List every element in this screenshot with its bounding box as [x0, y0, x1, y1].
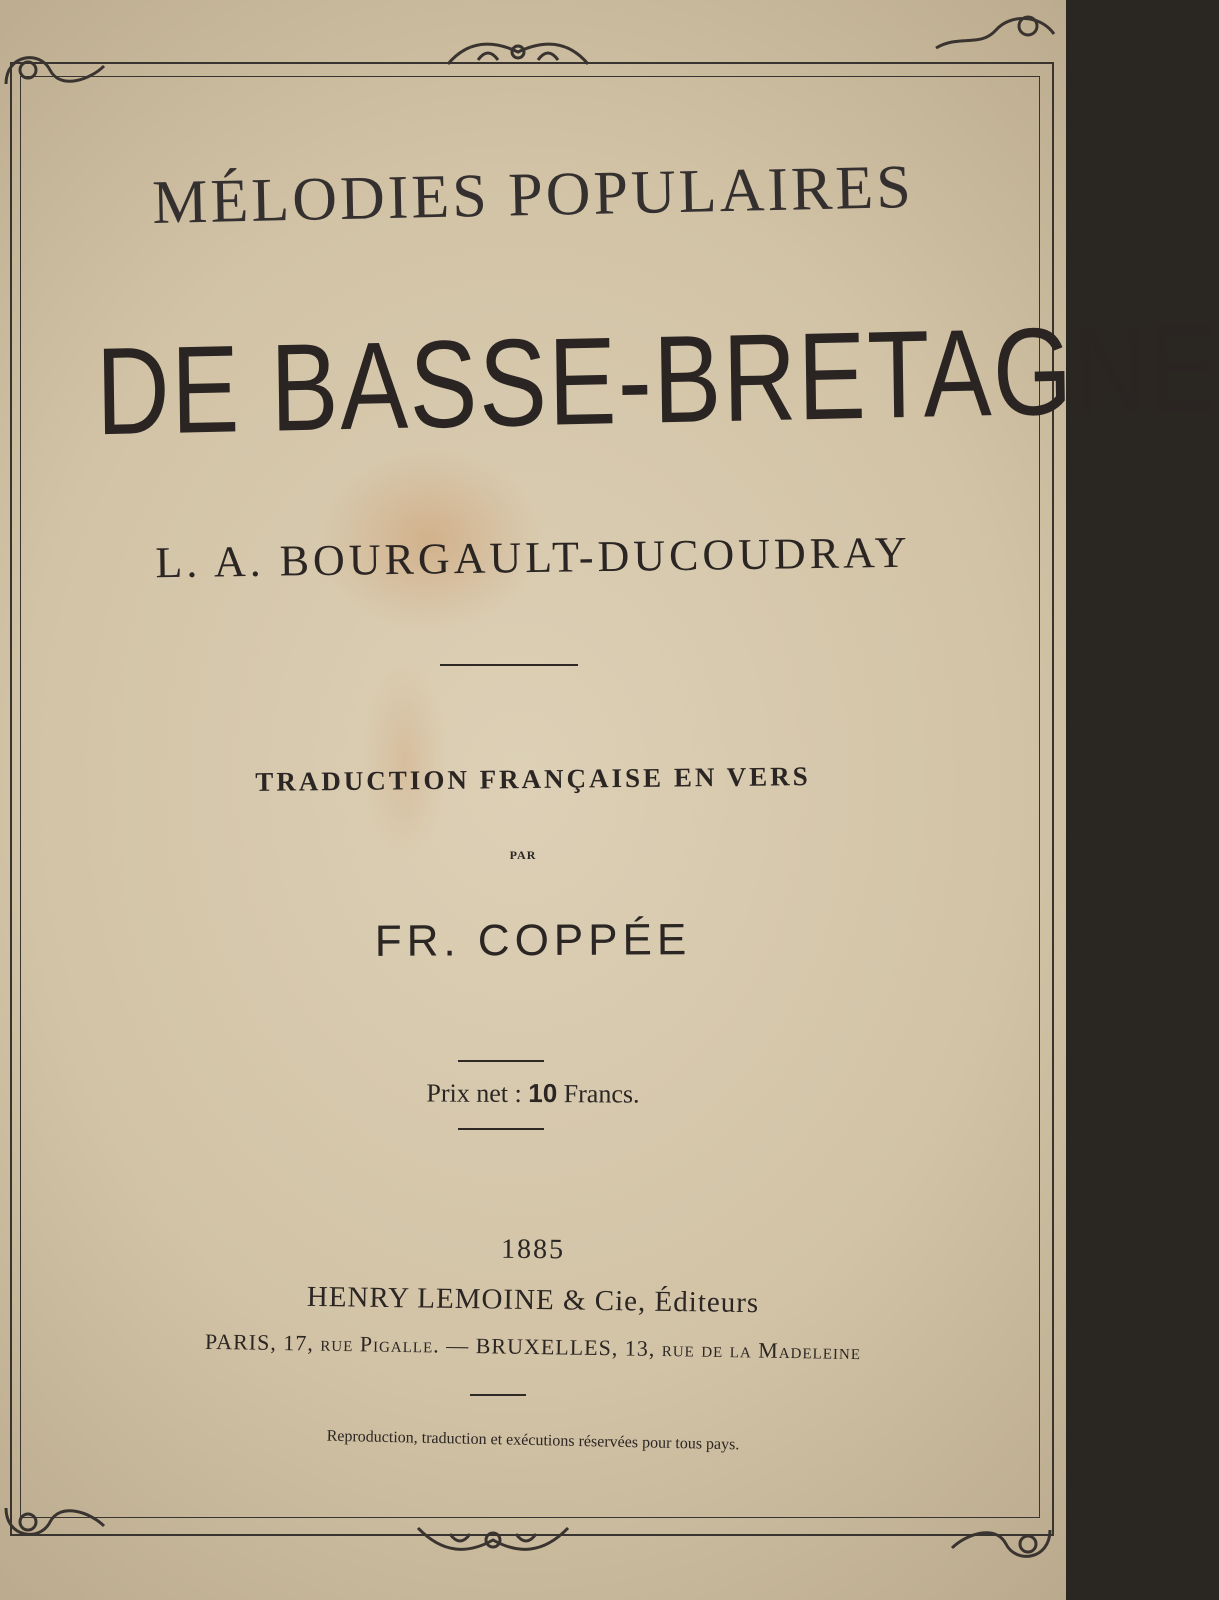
divider-rule [440, 664, 578, 666]
price-prefix: Prix net : [426, 1078, 522, 1108]
publication-year: 1885 [500, 1233, 566, 1266]
publisher-line: HENRY LEMOINE & Cie, Éditeurs [306, 1280, 760, 1320]
heading: MÉLODIES POPULAIRES [151, 153, 915, 237]
ornament-top-right-icon [930, 4, 1060, 60]
by-word: PAR [509, 848, 537, 862]
ornament-bottom-center-icon [408, 1514, 578, 1564]
composer-name: L. A. BOURGAULT-DUCOUDRAY [155, 527, 911, 588]
price-line [0, 1075, 1066, 1112]
ornament-top-center-icon [438, 30, 598, 74]
divider-rule-bottom [470, 1394, 526, 1396]
page-title: DE BASSE-BRETAGNE [95, 299, 1219, 462]
rights-notice: Reproduction, traduction et exécutions réservées pour tous pays. [326, 1427, 740, 1454]
translation-line: TRADUCTION FRANÇAISE EN VERS [255, 761, 811, 797]
price-bottom-rule [458, 1128, 544, 1130]
ornament-bottom-left-icon [0, 1498, 110, 1548]
address-line: PARIS, 17, rue Pigalle. — BRUXELLES, 13, rue de la Madeleine [204, 1328, 862, 1365]
ornament-top-left-icon [0, 44, 110, 94]
price-amount: 10 [528, 1077, 558, 1109]
price-unit: Francs. [563, 1079, 640, 1109]
translator-name: FR. COPPÉE [374, 915, 692, 966]
ornament-bottom-right-icon [946, 1520, 1056, 1570]
price-top-rule [458, 1060, 544, 1062]
